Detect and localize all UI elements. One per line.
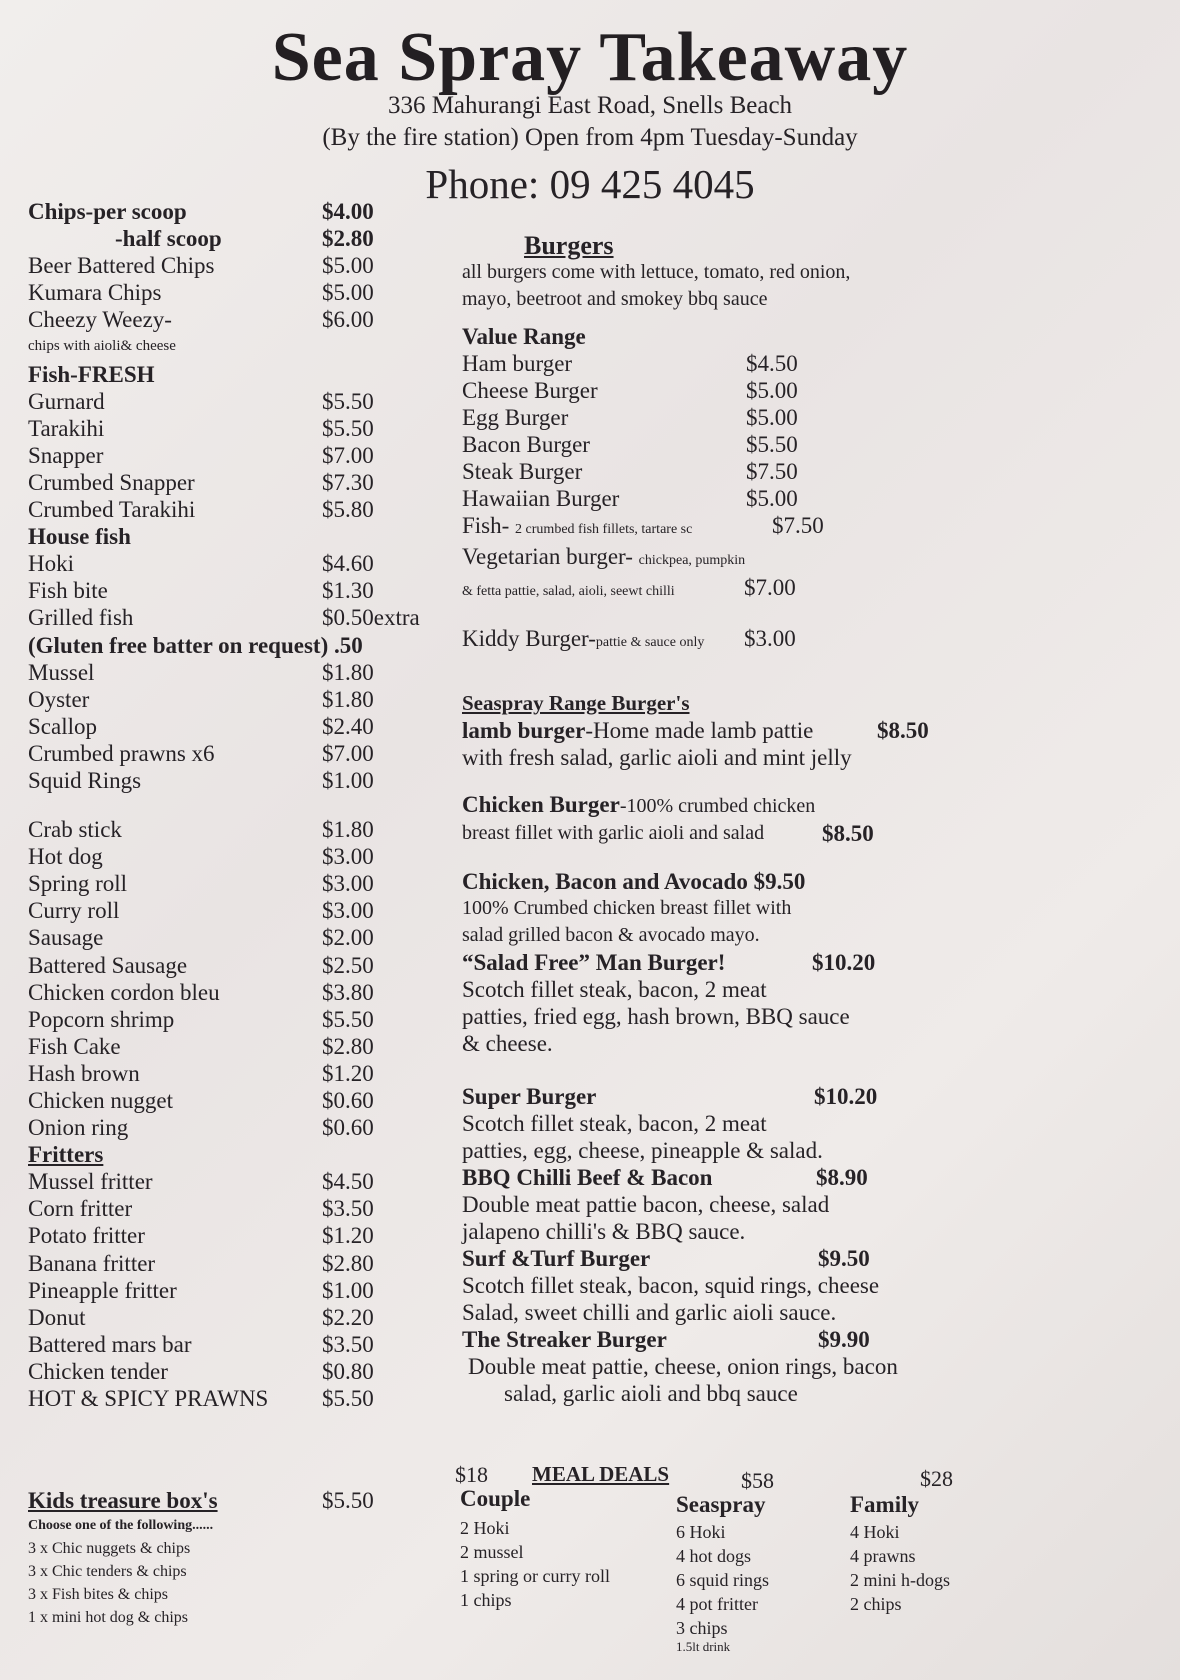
deal-item: 4 pot fritter xyxy=(676,1594,758,1614)
item-price: $7.00 xyxy=(744,575,796,600)
menu-item-name: Scallop xyxy=(28,713,97,739)
menu-item-price: $1.80 xyxy=(322,817,374,843)
burgers-column xyxy=(462,232,962,1407)
menu-item-price: $0.50extra xyxy=(322,605,420,631)
deal-item: 1 spring or curry roll xyxy=(460,1566,610,1586)
menu-item-price: $5.50 xyxy=(322,415,374,441)
deal-item: 6 Hoki xyxy=(676,1522,726,1542)
cba-burger xyxy=(462,868,962,895)
menu-item xyxy=(28,469,428,496)
menu-item-name: Chips-per scoop xyxy=(28,199,187,224)
veg-burger-desc xyxy=(462,574,962,605)
menu-item-name: Crumbed Snapper xyxy=(28,469,195,495)
kids-option: 3 x Chic nuggets & chips xyxy=(28,1540,191,1557)
menu-item xyxy=(28,843,428,870)
value-burger xyxy=(462,377,962,404)
menu-item-name: Pineapple fritter xyxy=(28,1277,177,1303)
menu-item-name: Crumbed prawns x6 xyxy=(28,740,215,766)
menu-item-price: $3.80 xyxy=(322,979,374,1005)
lamb-burger xyxy=(462,717,962,744)
menu-item xyxy=(28,604,428,631)
menu-item xyxy=(28,1141,428,1168)
menu-item-name: Cheezy Weezy- xyxy=(28,307,172,333)
kids-box-title xyxy=(28,1488,428,1518)
seaspray-deal-price: $58 xyxy=(741,1468,774,1493)
deal-item: 4 hot dogs xyxy=(676,1546,752,1566)
item-name: The Streaker Burger xyxy=(462,1327,667,1352)
item-price: $8.50 xyxy=(877,718,929,743)
menu-item-price: $3.00 xyxy=(322,844,374,870)
family-deal-items xyxy=(850,1520,950,1616)
menu-item-name: Fritters xyxy=(28,1142,104,1168)
menu-item xyxy=(28,979,428,1006)
menu-item-name: Kumara Chips xyxy=(28,280,162,306)
menu-item-price: $5.50 xyxy=(322,1386,374,1412)
menu-item-price: $0.80 xyxy=(322,1358,374,1384)
opening-hours: (By the fire station) Open from 4pm Tuesday-Sunday xyxy=(322,124,858,151)
menu-item-name: Fish bite xyxy=(28,578,108,604)
menu-item-price: $7.30 xyxy=(322,469,374,495)
menu-item xyxy=(28,1033,428,1060)
menu-item-price: $4.00 xyxy=(322,199,374,224)
menu-item-price: $0.60 xyxy=(322,1115,374,1141)
menu-item-name: Onion ring xyxy=(28,1115,129,1141)
value-burger xyxy=(462,485,962,512)
chicken-burger-desc xyxy=(462,820,962,847)
item-name: Ham burger xyxy=(462,351,573,376)
menu-item-price: $2.50 xyxy=(322,952,374,978)
cba-burger-desc: salad grilled bacon & avocado mayo. xyxy=(462,924,760,946)
item-desc: 2 crumbed fish fillets, tartare sc xyxy=(515,522,693,537)
menu-item-price: $2.80 xyxy=(322,1033,374,1059)
menu-item xyxy=(28,1006,428,1033)
item-price: $9.90 xyxy=(818,1327,870,1352)
value-range-heading: Value Range xyxy=(462,324,586,349)
page-title: Sea Spray Takeaway xyxy=(271,19,909,96)
item-price: $10.20 xyxy=(812,950,876,975)
item-price: $7.50 xyxy=(772,513,824,538)
deal-item: 3 chips xyxy=(676,1618,728,1638)
super-burger xyxy=(462,1083,962,1110)
menu-item-price: $2.20 xyxy=(322,1304,374,1330)
family-deal-price: $28 xyxy=(920,1466,953,1491)
streaker-burger-desc: Double meat pattie, cheese, onion rings, bacon xyxy=(468,1354,898,1379)
menu-item xyxy=(28,897,428,924)
menu-item-price: $5.00 xyxy=(322,280,374,306)
menu-item xyxy=(28,767,428,794)
menu-item-name: Tarakihi xyxy=(28,415,105,441)
menu-item xyxy=(28,279,428,306)
menu-item-name: Squid Rings xyxy=(28,767,142,793)
menu-item xyxy=(28,1331,428,1358)
menu-item xyxy=(28,442,428,469)
deal-item: 2 Hoki xyxy=(460,1518,510,1538)
bbq-burger-desc: jalapeno chilli's & BBQ sauce. xyxy=(462,1219,746,1244)
kiddy-burger xyxy=(462,625,962,656)
menu-item-price: $2.80 xyxy=(322,226,374,252)
man-burger-desc: patties, fried egg, hash brown, BBQ sauce xyxy=(462,1004,850,1029)
menu-item-price: $0.60 xyxy=(322,1088,374,1113)
menu-item-name: Grilled fish xyxy=(28,605,134,631)
man-burger-desc: & cheese. xyxy=(462,1031,553,1056)
menu-item xyxy=(28,1250,428,1277)
value-burger xyxy=(462,350,962,377)
left-menu-column xyxy=(28,198,428,1412)
man-burger xyxy=(462,949,962,976)
menu-item xyxy=(28,952,428,979)
menu-item-price: $7.00 xyxy=(322,442,374,468)
menu-item-price: $6.00 xyxy=(322,307,374,333)
menu-item xyxy=(28,632,428,659)
menu-item xyxy=(28,870,428,897)
menu-item-price: $3.00 xyxy=(322,871,374,897)
menu-item-name: Hash brown xyxy=(28,1060,140,1086)
streaker-burger-desc: salad, garlic aioli and bbq sauce xyxy=(504,1381,798,1406)
deal-item: 2 mussel xyxy=(460,1542,524,1562)
section-gap xyxy=(28,794,428,816)
deal-item: 4 Hoki xyxy=(850,1522,900,1542)
burgers-intro: mayo, beetroot and smokey bbq sauce xyxy=(462,288,768,310)
value-burger xyxy=(462,404,962,431)
item-name: “Salad Free” Man Burger! xyxy=(462,950,726,975)
kids-option: 3 x Fish bites & chips xyxy=(28,1586,169,1603)
menu-item-price: $1.80 xyxy=(322,659,374,685)
item-name: Fish- xyxy=(462,513,510,538)
menu-item-price: $1.00 xyxy=(322,1277,374,1303)
value-range-list xyxy=(462,350,962,512)
kids-box-name: Kids treasure box's xyxy=(28,1488,218,1513)
menu-item-name: Chicken cordon bleu xyxy=(28,979,220,1005)
menu-item-name: Hoki xyxy=(28,551,74,577)
item-price: $7.50 xyxy=(746,459,798,484)
menu-item-name: Chicken tender xyxy=(28,1358,168,1384)
deal-item: 2 chips xyxy=(850,1594,902,1614)
menu-item-price: $2.00 xyxy=(322,925,374,951)
menu-item-price: $1.80 xyxy=(322,686,374,712)
item-name: BBQ Chilli Beef & Bacon xyxy=(462,1165,713,1190)
menu-item-name: Spring roll xyxy=(28,871,128,897)
item-price: $9.50 xyxy=(753,869,806,894)
menu-item-name: chips with aioli& cheese xyxy=(28,338,176,355)
menu-item-price: $3.50 xyxy=(322,1196,374,1222)
menu-item-name: HOT & SPICY PRAWNS xyxy=(28,1386,269,1412)
man-burger-desc: Scotch fillet steak, bacon, 2 meat xyxy=(462,977,767,1002)
item-name: Egg Burger xyxy=(462,405,569,430)
menu-item-price: $2.80 xyxy=(322,1250,374,1276)
menu-item-name: Curry roll xyxy=(28,898,120,924)
item-name: Chicken, Bacon and Avocado xyxy=(462,869,748,894)
menu-item-price: $4.50 xyxy=(322,1169,374,1195)
menu-item-price: $5.80 xyxy=(322,497,374,523)
menu-item-name: Crumbed Tarakihi xyxy=(28,497,196,523)
menu-item xyxy=(28,198,428,225)
menu-item xyxy=(28,1222,428,1249)
menu-item xyxy=(28,388,428,415)
value-burger xyxy=(462,458,962,485)
menu-item-price: $1.30 xyxy=(322,578,374,604)
menu-item xyxy=(28,1195,428,1222)
menu-item xyxy=(28,1060,428,1087)
menu-item xyxy=(28,1304,428,1331)
item-desc: breast fillet with garlic aioli and salad xyxy=(462,822,765,844)
kids-box-price: $5.50 xyxy=(322,1488,374,1513)
menu-item xyxy=(28,550,428,577)
surf-burger-desc: Scotch fillet steak, bacon, squid rings, cheese xyxy=(462,1273,880,1298)
menu-item-name: Hot dog xyxy=(28,844,103,870)
menu-item xyxy=(28,415,428,442)
kids-option: 1 x mini hot dog & chips xyxy=(28,1609,188,1626)
menu-item-price: $1.20 xyxy=(322,1223,374,1249)
menu-item xyxy=(28,1087,428,1114)
item-price: $4.50 xyxy=(746,351,798,376)
item-price: $8.90 xyxy=(816,1165,868,1190)
menu-item xyxy=(28,523,428,550)
menu-item-name: Mussel xyxy=(28,659,95,685)
seaspray-deal-items xyxy=(676,1520,769,1654)
streaker-burger xyxy=(462,1326,962,1353)
deal-item: 2 mini h-dogs xyxy=(850,1570,951,1590)
item-name: Bacon Burger xyxy=(462,432,590,457)
bbq-burger-desc: Double meat pattie bacon, cheese, salad xyxy=(462,1192,830,1217)
menu-item xyxy=(28,816,428,843)
deal-item: 1 chips xyxy=(460,1590,512,1610)
menu-item-price: $5.50 xyxy=(322,1006,374,1032)
menu-item xyxy=(28,686,428,713)
item-desc: & fetta pattie, salad, aioli, seewt chilli xyxy=(462,584,675,599)
cba-burger-desc: 100% Crumbed chicken breast fillet with xyxy=(462,897,792,919)
couple-deal-items xyxy=(460,1516,610,1612)
menu-item xyxy=(28,496,428,523)
item-name: Vegetarian burger- xyxy=(462,544,633,569)
item-desc: chickpea, pumpkin xyxy=(638,553,746,568)
item-name: Kiddy Burger- xyxy=(462,626,596,651)
menu-item xyxy=(28,1168,428,1195)
veg-burger xyxy=(462,543,962,574)
menu-item-name: -half scoop xyxy=(115,226,222,252)
value-burger xyxy=(462,431,962,458)
deal-item: 4 prawns xyxy=(850,1546,916,1566)
menu-item xyxy=(28,361,428,388)
item-price: $5.00 xyxy=(746,405,798,430)
menu-item-price: $1.20 xyxy=(322,1060,374,1086)
menu-item-name: Oyster xyxy=(28,686,90,712)
kids-option: 3 x Chic tenders & chips xyxy=(28,1563,187,1580)
menu-item-name: Fish-FRESH xyxy=(28,361,155,387)
burgers-heading: Burgers xyxy=(524,231,614,260)
meal-deals-heading: MEAL DEALS xyxy=(532,1462,670,1486)
couple-deal-name: Couple xyxy=(460,1486,531,1511)
menu-item-name: Chicken nugget xyxy=(28,1088,173,1113)
menu-item-name: Beer Battered Chips xyxy=(28,253,215,279)
item-desc: pattie & sauce only xyxy=(595,635,705,650)
menu-item xyxy=(28,740,428,767)
menu-item-name: Sausage xyxy=(28,925,104,951)
menu-item xyxy=(28,1385,428,1412)
item-desc: -Home made lamb pattie xyxy=(585,718,814,743)
super-burger-desc: patties, egg, cheese, pineapple & salad. xyxy=(462,1138,823,1163)
menu-item-price: $1.00 xyxy=(322,767,374,793)
menu-item-name: Snapper xyxy=(28,442,104,468)
kids-box-section xyxy=(28,1488,428,1632)
menu-item xyxy=(28,252,428,279)
item-price: $8.50 xyxy=(822,821,874,846)
family-deal-name: Family xyxy=(850,1492,919,1517)
menu-item-price: $2.40 xyxy=(322,713,374,739)
item-name: lamb burger xyxy=(462,718,586,743)
menu-item-name: Corn fritter xyxy=(28,1196,133,1222)
item-name: Steak Burger xyxy=(462,459,583,484)
menu-item-name: Popcorn shrimp xyxy=(28,1006,175,1032)
menu-item xyxy=(28,1277,428,1304)
menu-item-name: Banana fritter xyxy=(28,1250,156,1276)
phone-number: Phone: 09 425 4045 xyxy=(425,161,755,207)
menu-item xyxy=(28,333,428,360)
item-price: $3.00 xyxy=(744,626,796,651)
seaspray-deal-name: Seaspray xyxy=(676,1492,766,1517)
kids-box-subtitle: Choose one of the following...... xyxy=(28,1518,214,1533)
menu-item-name: Crab stick xyxy=(28,817,122,843)
menu-item xyxy=(28,1114,428,1141)
address-line: 336 Mahurangi East Road, Snells Beach xyxy=(387,92,793,119)
menu-item xyxy=(28,577,428,604)
menu-item-price: $5.00 xyxy=(322,253,374,279)
super-burger-desc: Scotch fillet steak, bacon, 2 meat xyxy=(462,1111,767,1136)
menu-item xyxy=(28,1358,428,1385)
menu-item-price: $3.50 xyxy=(322,1331,374,1357)
menu-item-name: House fish xyxy=(28,524,131,550)
bbq-burger xyxy=(462,1164,962,1191)
deal-item: 1.5lt drink xyxy=(676,1639,731,1654)
menu-item-name: Fish Cake xyxy=(28,1033,121,1059)
menu-item-name: Potato fritter xyxy=(28,1223,145,1249)
item-price: $10.20 xyxy=(814,1084,878,1109)
surf-burger xyxy=(462,1245,962,1272)
burgers-intro: all burgers come with lettuce, tomato, red onion, xyxy=(462,261,851,283)
menu-item xyxy=(28,924,428,951)
item-name: Super Burger xyxy=(462,1084,597,1109)
couple-deal-price: $18 xyxy=(455,1462,488,1487)
item-price: $5.00 xyxy=(746,486,798,511)
item-desc: -100% crumbed chicken xyxy=(619,795,816,817)
menu-item-price: $7.00 xyxy=(322,740,374,766)
menu-item xyxy=(28,713,428,740)
chicken-burger xyxy=(462,791,962,820)
item-name: Cheese Burger xyxy=(462,378,598,403)
surf-burger-desc: Salad, sweet chilli and garlic aioli sauce. xyxy=(462,1300,837,1325)
item-name: Hawaiian Burger xyxy=(462,486,620,511)
menu-item xyxy=(28,225,428,252)
menu-item xyxy=(28,659,428,686)
menu-item-price: $4.60 xyxy=(322,551,374,577)
menu-item-price: $5.50 xyxy=(322,388,374,414)
fish-burger xyxy=(462,512,962,543)
menu-item xyxy=(28,306,428,333)
deal-item: 6 squid rings xyxy=(676,1570,770,1590)
seaspray-range-heading: Seaspray Range Burger's xyxy=(462,691,690,715)
menu-item-price: $3.00 xyxy=(322,898,374,924)
menu-item-name: Mussel fritter xyxy=(28,1169,153,1195)
item-price: $9.50 xyxy=(818,1246,870,1271)
lamb-burger-desc: with fresh salad, garlic aioli and mint jelly xyxy=(462,745,852,770)
menu-item-name: Battered mars bar xyxy=(28,1331,192,1357)
item-price: $5.00 xyxy=(746,378,798,403)
menu-item-name: Donut xyxy=(28,1304,86,1330)
item-name: Chicken Burger xyxy=(462,792,620,817)
menu-item-name: Battered Sausage xyxy=(28,952,188,978)
item-name: Surf &Turf Burger xyxy=(462,1246,651,1271)
menu-item-name: (Gluten free batter on request) .50 xyxy=(28,632,363,658)
menu-item-name: Gurnard xyxy=(28,388,105,414)
item-price: $5.50 xyxy=(746,432,798,457)
